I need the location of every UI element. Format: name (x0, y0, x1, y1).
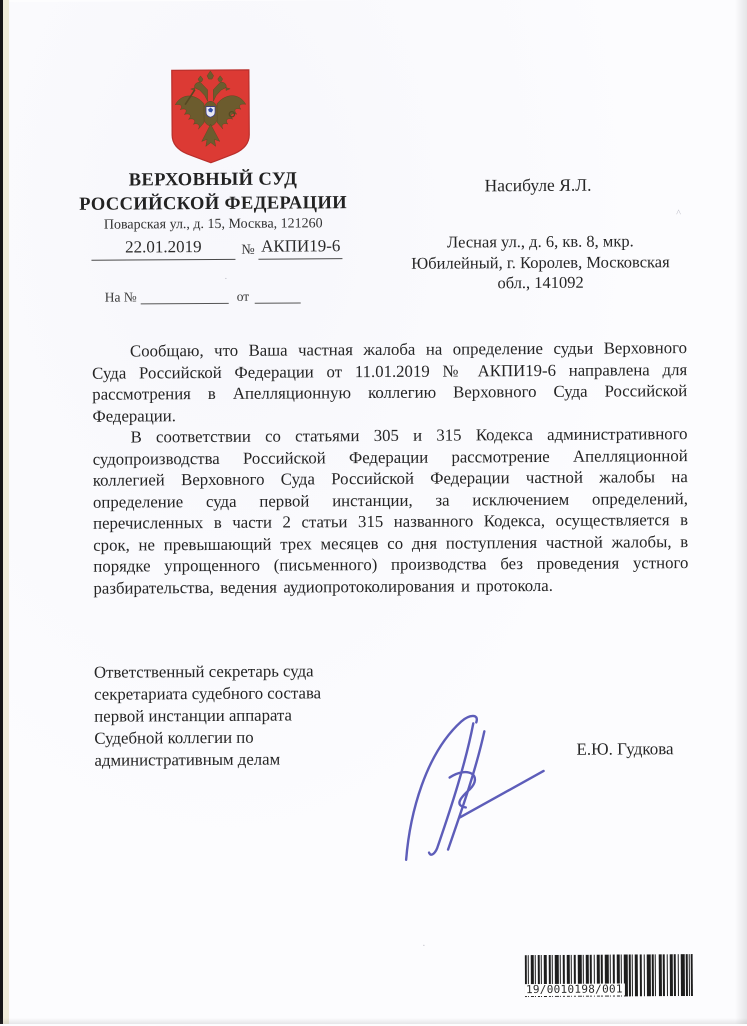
org-name-line1: ВЕРХОВНЫЙ СУД (128, 169, 298, 191)
barcode-text: 19/0010198/001 (525, 982, 623, 997)
signer-title-line1: Ответственный секретарь суда (93, 661, 314, 682)
letterhead-postal-address: Поварская ул., д. 15, Москва, 121260 (103, 216, 323, 233)
scan-speck: . (422, 937, 426, 949)
ref-number-blank-line (141, 289, 229, 305)
body-paragraph-2: В соответствии со статьями 305 и 315 Кодекса административного судопроизводства Российской Федерации рассмотрение Апелляционной коллегией Верховного Суда Российской Федерации частной жалобы на определение суда первой инстанции, за исключением определений, перечисленных в части 2 статьи 315 названного Кодекса, осуществляется в срок, не превышающий трех месяцев со дня поступления частной жалобы, в порядке упрощенного (письменного) производства без проведения устного разбирательства, ведения аудиопротоколирования и протокола. (92, 424, 689, 598)
scan-speck: ^ (676, 208, 681, 220)
recipient-address-line1: Лесная ул., д. 6, кв. 8, мкр. (446, 231, 634, 252)
letter-date: 22.01.2019 (91, 237, 235, 261)
signer-title-line5: административным делам (94, 749, 281, 770)
signer-name: Е.Ю. Гудкова (576, 739, 674, 759)
letterhead-org-name (78, 168, 348, 217)
number-sign: № (241, 242, 255, 258)
scan-edge-left-paper (3, 0, 9, 1024)
signer-title-line3: первой инстанции аппарата (94, 705, 293, 726)
ref-date-blank-line (255, 288, 301, 303)
russia-coat-of-arms-emblem (169, 67, 252, 165)
recipient-address-line2: Юбилейный, г. Королев, Московская (411, 251, 670, 273)
date-and-case-number-row (91, 236, 391, 261)
handwritten-signature (391, 695, 550, 864)
org-name-line2: РОССИЙСКОЙ ФЕДЕРАЦИИ (79, 192, 348, 215)
letter-body (92, 337, 689, 599)
case-number: АКПИ19-6 (259, 236, 343, 260)
reference-row (105, 288, 302, 305)
signer-title-line2: секретариата судебного состава (94, 683, 322, 704)
recipient-address (390, 231, 690, 294)
scan-edge-right (735, 0, 747, 1024)
signer-title-block (94, 660, 385, 771)
recipient-address-line3: обл., 141092 (497, 272, 584, 293)
scan-speck: . (224, 270, 228, 282)
signer-title-line4: Судебной коллегии по (94, 727, 254, 748)
ref-from-label: от (236, 288, 250, 304)
ref-prefix-label: На № (104, 289, 137, 305)
scan-edge-bottom (0, 1018, 747, 1024)
barcode (525, 954, 693, 999)
signature-ink-icon (391, 695, 550, 864)
body-paragraph-1: Сообщаю, что Ваша частная жалоба на определение судьи Верховного Суда Российской Федерации от 11.01.2019 № АКПИ19-6 направлена для рассмотрения в Апелляционную коллегию Верховного Суда Российской Федерации. (92, 338, 688, 426)
recipient-name: Насибуле Я.Л. (484, 174, 592, 196)
double-headed-eagle-icon (169, 67, 252, 165)
